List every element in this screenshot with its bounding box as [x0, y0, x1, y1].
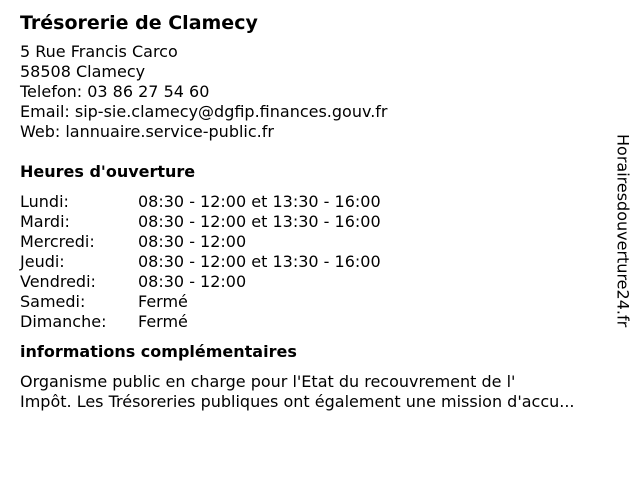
day-label: Lundi:: [20, 192, 69, 211]
info-line: Impôt. Les Trésoreries publiques ont également une mission d'accu...: [20, 392, 575, 411]
hours-row-saturday: [20, 292, 620, 312]
hours-row-friday: [20, 272, 620, 292]
hours-row-thursday: [20, 252, 620, 272]
street-address: 5 Rue Francis Carco: [20, 42, 178, 61]
day-label: Jeudi:: [20, 252, 65, 271]
info-line: Organisme public en charge pour l'Etat du recouvrement de l': [20, 372, 516, 391]
site-watermark: [612, 134, 634, 344]
time-value: 08:30 - 12:00 et 13:30 - 16:00: [138, 252, 381, 271]
time-value: Fermé: [138, 312, 188, 331]
additional-info-text: [20, 372, 630, 412]
day-label: Mardi:: [20, 212, 70, 231]
opening-hours-heading: Heures d'ouverture: [20, 162, 196, 181]
day-label: Vendredi:: [20, 272, 96, 291]
hours-row-monday: [20, 192, 620, 212]
time-value: Fermé: [138, 292, 188, 311]
time-value: 08:30 - 12:00 et 13:30 - 16:00: [138, 192, 381, 211]
page-title: Trésorerie de Clamecy: [20, 12, 258, 34]
additional-info-heading: informations complémentaires: [20, 342, 297, 361]
time-value: 08:30 - 12:00 et 13:30 - 16:00: [138, 212, 381, 231]
city-postal: 58508 Clamecy: [20, 62, 146, 81]
day-label: Samedi:: [20, 292, 86, 311]
time-value: 08:30 - 12:00: [138, 272, 247, 291]
website-url: Web: lannuaire.service-public.fr: [20, 122, 274, 141]
email-address: Email: sip-sie.clamecy@dgfip.finances.gouv.fr: [20, 102, 388, 121]
business-card: [20, 10, 620, 412]
address-block: [20, 42, 620, 142]
hours-row-wednesday: [20, 232, 620, 252]
hours-row-tuesday: [20, 212, 620, 232]
watermark-text: Horairesdouverture24.fr: [613, 134, 633, 328]
phone-number: Telefon: 03 86 27 54 60: [20, 82, 210, 101]
day-label: Dimanche:: [20, 312, 107, 331]
hours-row-sunday: [20, 312, 620, 332]
day-label: Mercredi:: [20, 232, 95, 251]
time-value: 08:30 - 12:00: [138, 232, 247, 251]
opening-hours-table: [20, 192, 620, 332]
